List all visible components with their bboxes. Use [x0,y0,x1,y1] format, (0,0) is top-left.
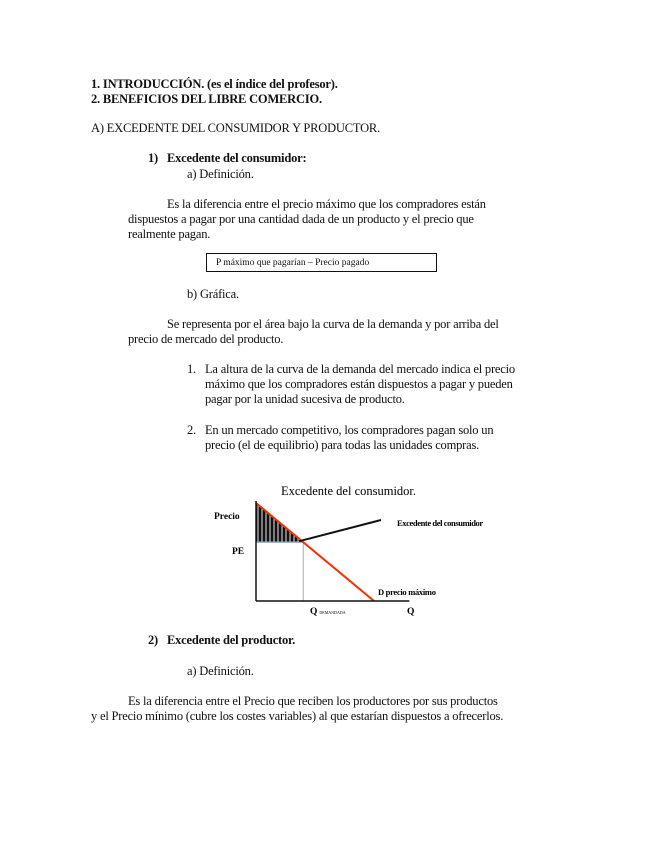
index-item-1: 1. INTRODUCCIÓN. (es el índice del profesor). [91,77,338,91]
demand-curve-label: D precio máximo [378,587,436,597]
consumer-definition-label: a) Definición. [187,167,254,181]
producer-heading-number: 2) [148,633,159,647]
y-axis-label: Precio [214,512,240,522]
producer-heading: Excedente del productor. [167,633,296,647]
consumer-definition-line-2: dispuestos a pagar por una cantidad dada de un producto y el precio que [128,212,474,226]
pe-tick-label: PE [232,547,245,557]
x-axis-label: Q [407,607,415,617]
point-2-line-2: precio (el de equilibrio) para todas las unidades compras. [205,438,480,452]
point-2-line-1: En un mercado competitivo, los compradores pagan solo un [205,423,494,437]
point-1-line-2: máximo que los compradores están dispuestos a pagar y pueden [205,377,513,391]
consumer-heading-number: 1) [148,151,159,165]
annotation-pointer [299,520,381,541]
demand-curve [256,503,374,601]
consumer-graph-line-1: Se representa por el área bajo la curva de la demanda y por arriba del [167,317,499,331]
point-1-line-3: pagar por la unidad sucesiva de producto. [205,392,405,406]
annotation-label: Excedente del consumidor [397,518,483,528]
producer-definition-line-1: Es la diferencia entre el Precio que reciben los productores por sus productos [128,694,498,708]
point-2-number: 2. [187,423,196,437]
x-tick-label: QDEMANDADA [310,607,346,617]
consumer-heading: Excedente del consumidor: [167,151,307,165]
consumer-definition-line-3: realmente pagan. [128,227,211,241]
point-1-line-1: La altura de la curva de la demanda del mercado indica el precio [205,362,515,376]
point-1-number: 1. [187,362,196,376]
formula-box: P máximo que pagarían – Precio pagado [206,253,437,272]
chart-title: Excedente del consumidor. [281,484,417,498]
producer-definition-line-2: y el Precio mínimo (cubre los costes variables) al que estarían dispuestos a ofrecerlos. [91,709,504,723]
consumer-graph-label: b) Gráfica. [187,287,239,301]
index-item-2: 2. BENEFICIOS DEL LIBRE COMERCIO. [91,92,322,106]
consumer-graph-line-2: precio de mercado del producto. [128,332,284,346]
section-a-heading: A) EXCEDENTE DEL CONSUMIDOR Y PRODUCTOR. [91,121,380,135]
consumer-definition-line-1: Es la diferencia entre el precio máximo que los compradores están [167,197,486,211]
producer-definition-label: a) Definición. [187,664,254,678]
